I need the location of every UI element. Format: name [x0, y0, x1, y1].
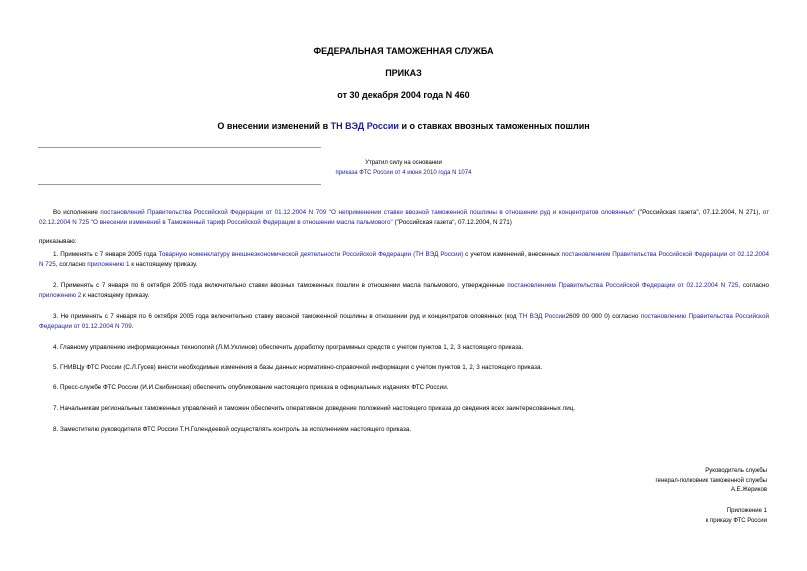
- item1-text-d: к настоящему приказу.: [129, 261, 198, 268]
- doc-type: ПРИКАЗ: [385, 68, 422, 78]
- title-prefix: О внесении изменений в: [217, 121, 331, 131]
- appendix-reference: к приказу ФТС России: [705, 517, 767, 524]
- link-resolution-709[interactable]: постановлений Правительства Российской Федерации от 01.12.2004 N 709 "О неприменении ставки ввозной таможенной пошлины в отношении руд и концентратов оловянных": [100, 209, 636, 216]
- link-appendix-2[interactable]: приложению 2: [39, 292, 82, 299]
- status-note-text: Утратил силу на основании: [365, 160, 442, 166]
- list-item-4: 4. Главному управлению информационных технологий (Л.М.Ухлинов) обеспечить доработку программных средств с учетом пунктов 1, 2, 3 настоящего приказа.: [53, 344, 524, 351]
- divider-bottom: [38, 184, 321, 185]
- link-tnved-item3[interactable]: ТН ВЭД России: [518, 313, 566, 320]
- signature-name: А.Е.Жериков: [730, 487, 767, 493]
- status-note-link[interactable]: приказа ФТС России от 4 июня 2010 года N 1074: [335, 170, 472, 176]
- signature-block: [656, 467, 768, 496]
- title-link-tnved[interactable]: ТН ВЭД России: [330, 121, 399, 131]
- item2-text-b: , согласно: [738, 282, 770, 289]
- status-note: [300, 158, 507, 178]
- signature-position: Руководитель службы: [705, 468, 767, 474]
- agency-name: ФЕДЕРАЛЬНАЯ ТАМОЖЕННАЯ СЛУЖБА: [313, 46, 494, 56]
- page-title: [0, 121, 807, 131]
- appendix-number: Приложение 1: [726, 508, 767, 514]
- link-tnved-nomenclature[interactable]: Товарную номенклатуру внешнеэкономической деятельности Российской Федерации (ТН ВЭД России): [158, 251, 464, 258]
- preamble-paragraph: [39, 208, 769, 228]
- link-resolution-725-item2[interactable]: постановлением Правительства Российской Федерации от 02.12.2004 N 725: [507, 282, 739, 289]
- preamble-text-2: ("Российская газета",: [635, 209, 701, 216]
- item2-text-a: 2. Применять с 7 января по 6 октября 2005 года включительно ставки ввозных таможенных пошлин в отношении масла пальмового, утвержденные: [53, 282, 508, 289]
- item3-text-a: 3. Не применять с 7 января по 6 октября 2005 года включительно ставку ввозной таможенной пошлины в отношении руд и концентратов оловянных (код: [53, 313, 519, 320]
- divider-top: [38, 147, 321, 148]
- list-item-2: [39, 281, 769, 301]
- item1-text-c: , согласно: [55, 261, 88, 268]
- signature-rank: генерал-полковник таможенной службы: [655, 477, 767, 484]
- item1-text-a: 1. Применять с 7 января 2005 года: [53, 251, 159, 258]
- preamble-text-1: Во исполнение: [53, 209, 101, 216]
- item3-text-b: 2609 00 000 0) согласно: [565, 313, 641, 320]
- title-suffix: и о ставках ввозных таможенных пошлин: [398, 121, 590, 131]
- appendix-heading: [706, 507, 767, 526]
- list-item-1: [39, 250, 769, 270]
- order-word: приказываю:: [39, 238, 77, 245]
- list-item-5: 5. ГНИВЦу ФТС России (С.Л.Гусев) внести необходимые изменения в базы данных нормативно-справочной информации с учетом пунктов 1, 2, 3 настоящего приказа.: [53, 364, 543, 371]
- list-item-3: [39, 312, 769, 332]
- item3-text-c: .: [131, 323, 134, 330]
- list-item-7: 7. Начальникам региональных таможенных управлений и таможен обеспечить оперативное доведение положений настоящего приказа до сведения всех заинтересованных лиц.: [53, 405, 576, 412]
- item1-text-b: с учетом изменений, внесенных: [463, 251, 562, 258]
- link-resolution-725[interactable]: от 02.12.2004 N 725 "О внесении изменений в Таможенный тариф Российской Федерации в отношении масла пальмового": [39, 209, 769, 226]
- list-item-6: 6. Пресс-службе ФТС России (И.И.Скибинская) обеспечить опубликование настоящего приказа в официальных изданиях ФТС России.: [53, 384, 449, 391]
- link-resolution-725-item1[interactable]: постановлением Правительства Российской Федерации от 02.12.2004 N 725: [39, 251, 769, 268]
- link-resolution-709-item3[interactable]: постановлению Правительства Российской Федерации от 01.12.2004 N 709: [39, 313, 769, 330]
- list-item-8: 8. Заместителю руководителя ФТС России Т.Н.Голендеевой осуществлять контроль за исполнением настоящего приказа.: [53, 426, 412, 433]
- link-appendix-1[interactable]: приложению 1: [87, 261, 130, 268]
- preamble-text-4: ("Российская газета", 07.12.2004, N 271): [392, 219, 512, 226]
- doc-date: от 30 декабря 2004 года N 460: [337, 90, 470, 100]
- item2-text-c: к настоящему приказу.: [81, 292, 150, 299]
- preamble-text-3: 07.12.2004, N 271),: [702, 209, 763, 216]
